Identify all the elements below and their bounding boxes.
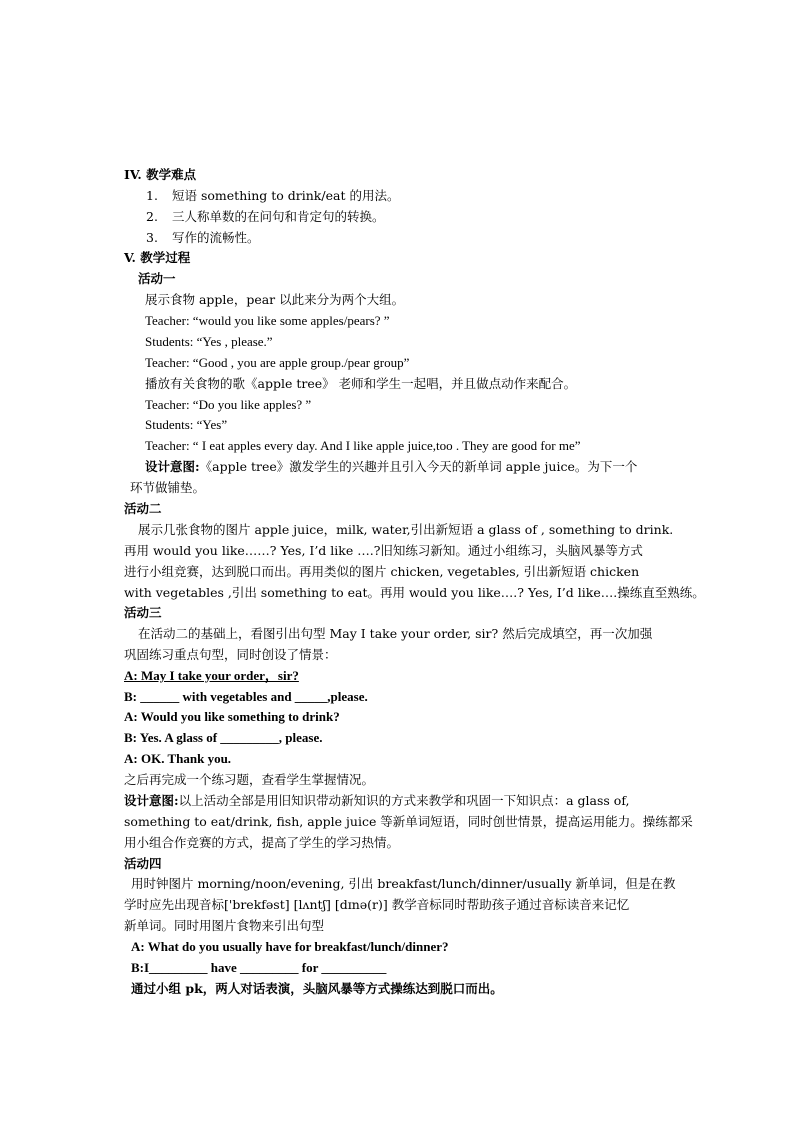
dialog-line: B: Yes. A glass of _________, please. xyxy=(124,730,323,745)
design-intent-text: 《apple tree》激发学生的兴趣并且引入今天的新单词 apple juice。为下一个 xyxy=(199,459,638,474)
design-intent-label: 设计意图: xyxy=(124,793,179,808)
list-item xyxy=(146,208,385,226)
paragraph-line: something to eat/drink, fish, apple juice 等新单词短语，同时创世情景，提高运用能力。操练都采 xyxy=(124,814,693,829)
dialog-line: Students: “Yes” xyxy=(145,417,228,432)
design-intent xyxy=(145,458,637,476)
summary-line: 通过小组 pk，两人对话表演，头脑风暴等方式操练达到脱口而出。 xyxy=(131,981,503,996)
list-number: 3. xyxy=(146,230,158,245)
dialog-line: A: What do you usually have for breakfast/lunch/dinner? xyxy=(131,939,449,954)
list-text: 短语 something to drink/eat 的用法。 xyxy=(172,188,400,203)
paragraph-line: 再用 would you like……? Yes, I’d like ….?旧知练习新知。通过小组练习，头脑风暴等方式 xyxy=(124,543,643,558)
section-heading-process: V. 教学过程 xyxy=(124,250,191,265)
design-intent xyxy=(124,792,630,810)
dialog-line: A: Would you like something to drink? xyxy=(124,709,340,724)
paragraph-line: 巩固练习重点句型，同时创设了情景： xyxy=(124,647,337,662)
dialog-line: B:I_________ have _________ for __________ xyxy=(131,960,387,975)
activity-title: 活动四 xyxy=(124,856,162,871)
design-intent-text: 以上活动全部是用旧知识带动新知识的方式来教学和巩固一下知识点：a glass of, xyxy=(178,793,630,808)
dialog-line: A: May I take your order，sir? xyxy=(124,668,299,683)
dialog-line: Teacher: “Good , you are apple group./pear group” xyxy=(145,355,410,370)
dialog-line: Teacher: “would you like some apples/pears? ” xyxy=(145,313,390,328)
paragraph-line: 展示食物 apple，pear 以此来分为两个大组。 xyxy=(145,292,405,307)
paragraph-line: 之后再完成一个练习题，查看学生掌握情况。 xyxy=(124,772,375,787)
paragraph-line: with vegetables ,引出 something to eat。再用 would you like….? Yes, I’d like….操练直至熟练。 xyxy=(124,585,705,600)
list-number: 2. xyxy=(146,209,158,224)
paragraph-line: 展示几张食物的图片 apple juice，milk, water,引出新短语 a glass of , something to drink. xyxy=(138,522,674,537)
section-heading-difficulties: IV. 教学难点 xyxy=(124,167,197,182)
dialog-line: A: OK. Thank you. xyxy=(124,751,232,766)
paragraph-line: 在活动二的基础上，看图引出句型 May I take your order, sir? 然后完成填空，再一次加强 xyxy=(138,626,653,641)
dialog-line: Students: “Yes , please.” xyxy=(145,334,273,349)
paragraph-line: 新单词。同时用图片食物来引出句型 xyxy=(124,918,325,933)
list-number: 1. xyxy=(146,188,158,203)
activity-title: 活动三 xyxy=(124,605,162,620)
paragraph-line: 用小组合作竞赛的方式，提高了学生的学习热情。 xyxy=(124,835,400,850)
dialog-line: Teacher: “ I eat apples every day. And I like apple juice,too . They are good for me” xyxy=(145,438,581,453)
activity-title: 活动二 xyxy=(124,501,162,516)
list-item xyxy=(146,229,260,247)
paragraph-line: 播放有关食物的歌《apple tree》 老师和学生一起唱，并且做点动作来配合。 xyxy=(145,376,577,391)
paragraph-line: 进行小组竞赛，达到脱口而出。再用类似的图片 chicken, vegetables, 引出新短语 chicken xyxy=(124,564,640,579)
list-text: 写作的流畅性。 xyxy=(172,230,260,245)
dialog-line: Teacher: “Do you like apples? ” xyxy=(145,397,312,412)
list-text: 三人称单数的在问句和肯定句的转换。 xyxy=(172,209,385,224)
paragraph-line: 用时钟图片 morning/noon/evening, 引出 breakfast/lunch/dinner/usually 新单词，但是在教 xyxy=(131,876,676,891)
paragraph-line: 学时应先出现音标['brekfəst] [lʌntʃ] [dɪnə(r)] 教学音标同时帮助孩子通过音标读音来记忆 xyxy=(124,897,630,912)
list-item xyxy=(146,187,399,205)
dialog-line: B: ______ with vegetables and _____,please. xyxy=(124,689,368,704)
paragraph-line: 环节做铺垫。 xyxy=(130,480,206,495)
design-intent-label: 设计意图: xyxy=(145,459,200,474)
activity-title: 活动一 xyxy=(138,271,176,286)
